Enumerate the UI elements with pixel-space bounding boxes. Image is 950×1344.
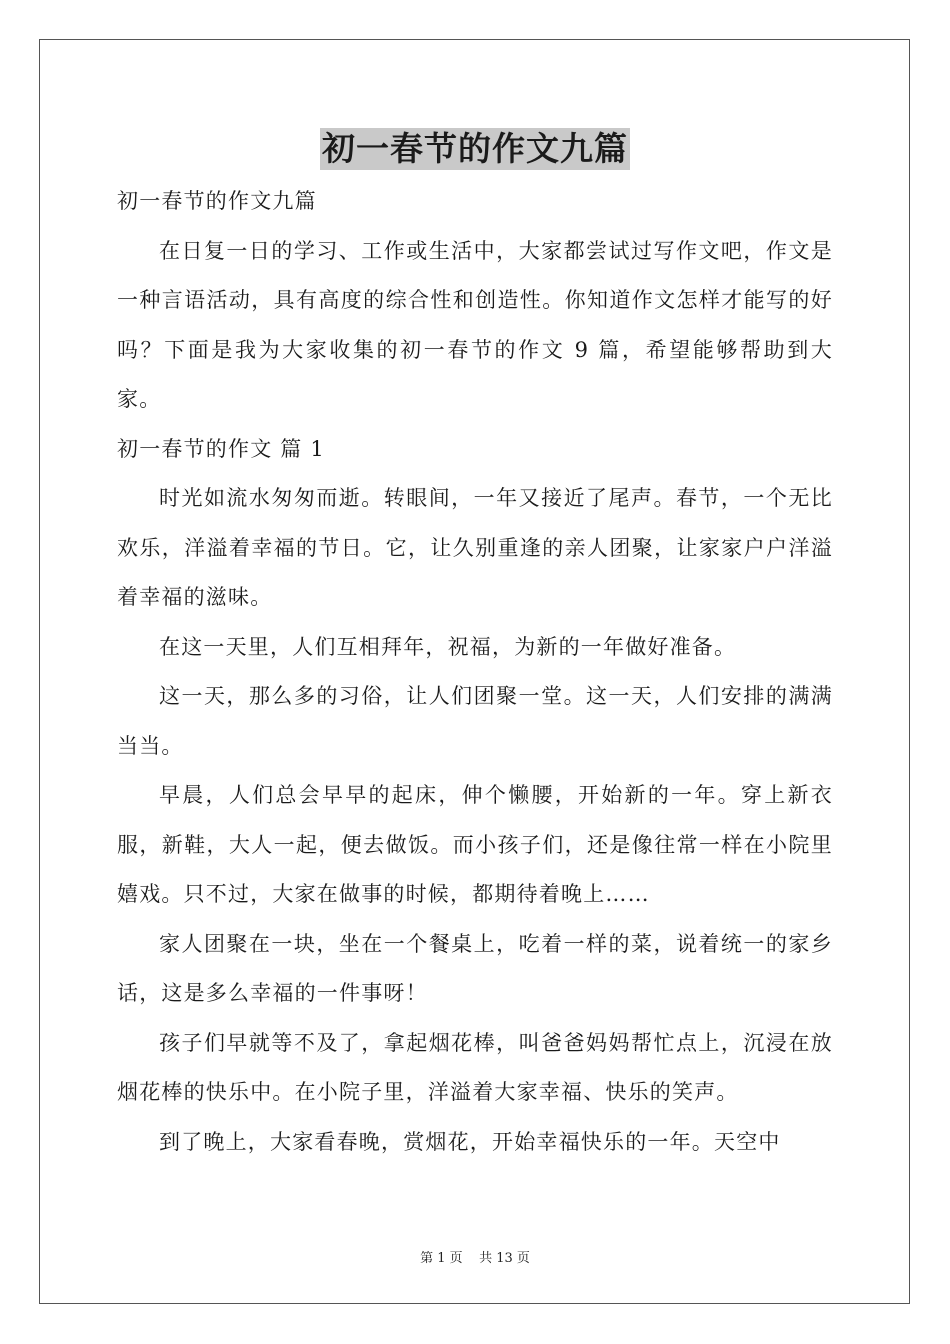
paragraph: 到了晚上，大家看春晚，赏烟花，开始幸福快乐的一年。天空中 [159, 1129, 781, 1154]
document-title: 初一春节的作文九篇 [322, 129, 628, 168]
paragraph: 时光如流水匆匆而逝。转眼间，一年又接近了尾声。春节，一个无比欢乐，洋溢着幸福的节日。它，让久别重逢的亲人团聚，让家家户户洋溢着幸福的滋味。 [117, 486, 833, 609]
page-footer [0, 1247, 950, 1266]
paragraph: 在这一天里，人们互相拜年，祝福，为新的一年做好准备。 [159, 634, 737, 659]
document-body [117, 177, 833, 1167]
paragraph: 家人团聚在一块，坐在一个餐桌上，吃着一样的菜，说着统一的家乡话，这是多么幸福的一件事呀！ [117, 931, 833, 1005]
paragraph: 这一天，那么多的习俗，让人们团聚一堂。这一天，人们安排的满满当当。 [117, 684, 833, 758]
page-number: 第 1 页 共 13 页 [420, 1251, 530, 1266]
title-container [0, 128, 950, 170]
paragraph: 孩子们早就等不及了，拿起烟花棒，叫爸爸妈妈帮忙点上，沉浸在放烟花棒的快乐中。在小院子里，洋溢着大家幸福、快乐的笑声。 [117, 1030, 833, 1104]
paragraph: 在日复一日的学习、工作或生活中，大家都尝试过写作文吧，作文是一种言语活动，具有高度的综合性和创造性。你知道作文怎样才能写的好吗？下面是我为大家收集的初一春节的作文 9 篇，希望能够帮助到大家。 [117, 238, 833, 411]
paragraph: 早晨，人们总会早早的起床，伸个懒腰，开始新的一年。穿上新衣服，新鞋，大人一起，便去做饭。而小孩子们，还是像往常一样在小院里嬉戏。只不过，大家在做事的时候，都期待着晚上…… [117, 783, 833, 906]
paragraph: 初一春节的作文九篇 [117, 189, 317, 213]
section-heading: 初一春节的作文 篇 1 [117, 436, 325, 461]
